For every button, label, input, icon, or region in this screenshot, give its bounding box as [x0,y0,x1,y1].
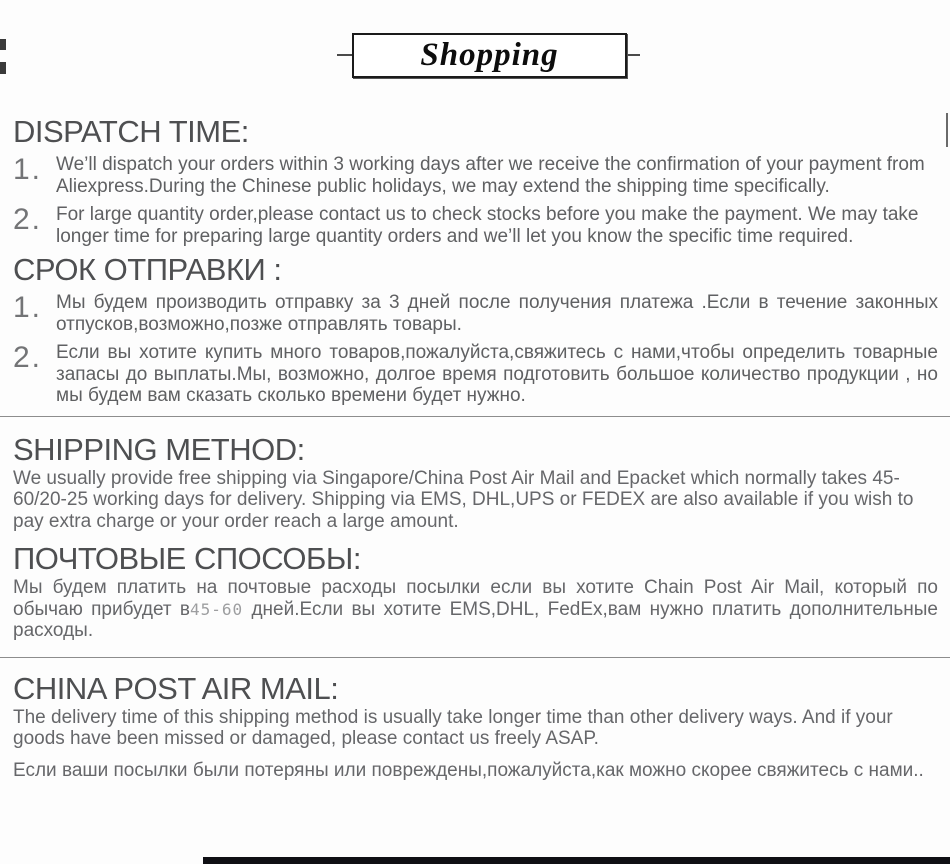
shopping-banner [352,33,627,78]
list-item-text: For large quantity order,please contact us to check stocks before you make the payment. We may take longer time for preparing large quantity orders and we’ll let you know the specific time required. [56,204,919,247]
section-heading-dispatch-time: DISPATCH TIME: [13,114,249,149]
section-divider [0,657,950,658]
list-item [13,202,938,247]
paragraph-text-before: Мы будем платить на почтовые расходы посылки если вы хотите Chain Post Air Mail, который по обычаю прибудет в [13,577,938,620]
left-edge-artifact [0,39,6,50]
list-marker: 2. [13,203,43,236]
shopping-banner-label: Shopping [420,37,559,73]
list-item-text: Мы будем производить отправку за 3 дней после получения платежа .Если в течение законных отпусков,возможно,позже отправлять товары. [56,292,938,335]
paragraph-text-after: дней.Если вы хотите EMS,DHL, FedEx,вам нужно платить дополнительные расходы. [13,598,938,641]
section-paragraph: The delivery time of this shipping method is usually take longer time than other delivery ways. And if your goods have been missed or damaged, please contact us freely ASAP. [13,706,893,749]
list-item [13,340,938,407]
section-paragraph [13,577,938,642]
section-heading-pochtovye-sposoby: ПОЧТОВЫЕ СПОСОБЫ: [13,541,361,576]
section-paragraph: Если ваши посылки были потеряны или повреждены,пожалуйста,как можно скорее свяжитесь с нами.. [13,759,924,781]
banner-dash-left [337,54,352,56]
list-item-text: Если вы хотите купить много товаров,пожалуйста,свяжитесь с нами,чтобы определить товарные запасы до выплаты.Мы, возможно, долгое время подготовить большое количество продукции , но мы будем вам сказать сколько времени будет нужно. [56,342,938,406]
days-range-value: 45-60 [190,599,244,619]
list-item [13,152,938,197]
shipping-info-content [0,114,950,781]
list-item-text: We’ll dispatch your orders within 3 working days after we receive the confirmation of your payment from Aliexpress.During the Chinese public holidays, we may extend the shipping time specifically. [56,154,925,197]
section-divider [0,416,950,417]
section-heading-srok-otpravki: СРОК ОТПРАВКИ : [13,252,282,287]
section-heading-china-post-air-mail: CHINA POST AIR MAIL: [13,670,339,706]
section-heading-shipping-method: SHIPPING METHOD: [13,431,305,467]
section-paragraph: We usually provide free shipping via Singapore/China Post Air Mail and Epacket which normally takes 45-60/20-25 working days for delivery. Shipping via EMS, DHL,UPS or FEDEX are also available if you wish to pay extra charge or your order reach a large amount. [13,467,914,532]
bottom-next-section-edge [203,857,950,864]
list-marker: 1. [13,153,43,186]
list-marker: 1. [13,291,43,324]
banner-dash-right [625,54,640,56]
left-edge-artifact [0,62,6,74]
list-item [13,290,938,335]
list-marker: 2. [13,341,43,374]
